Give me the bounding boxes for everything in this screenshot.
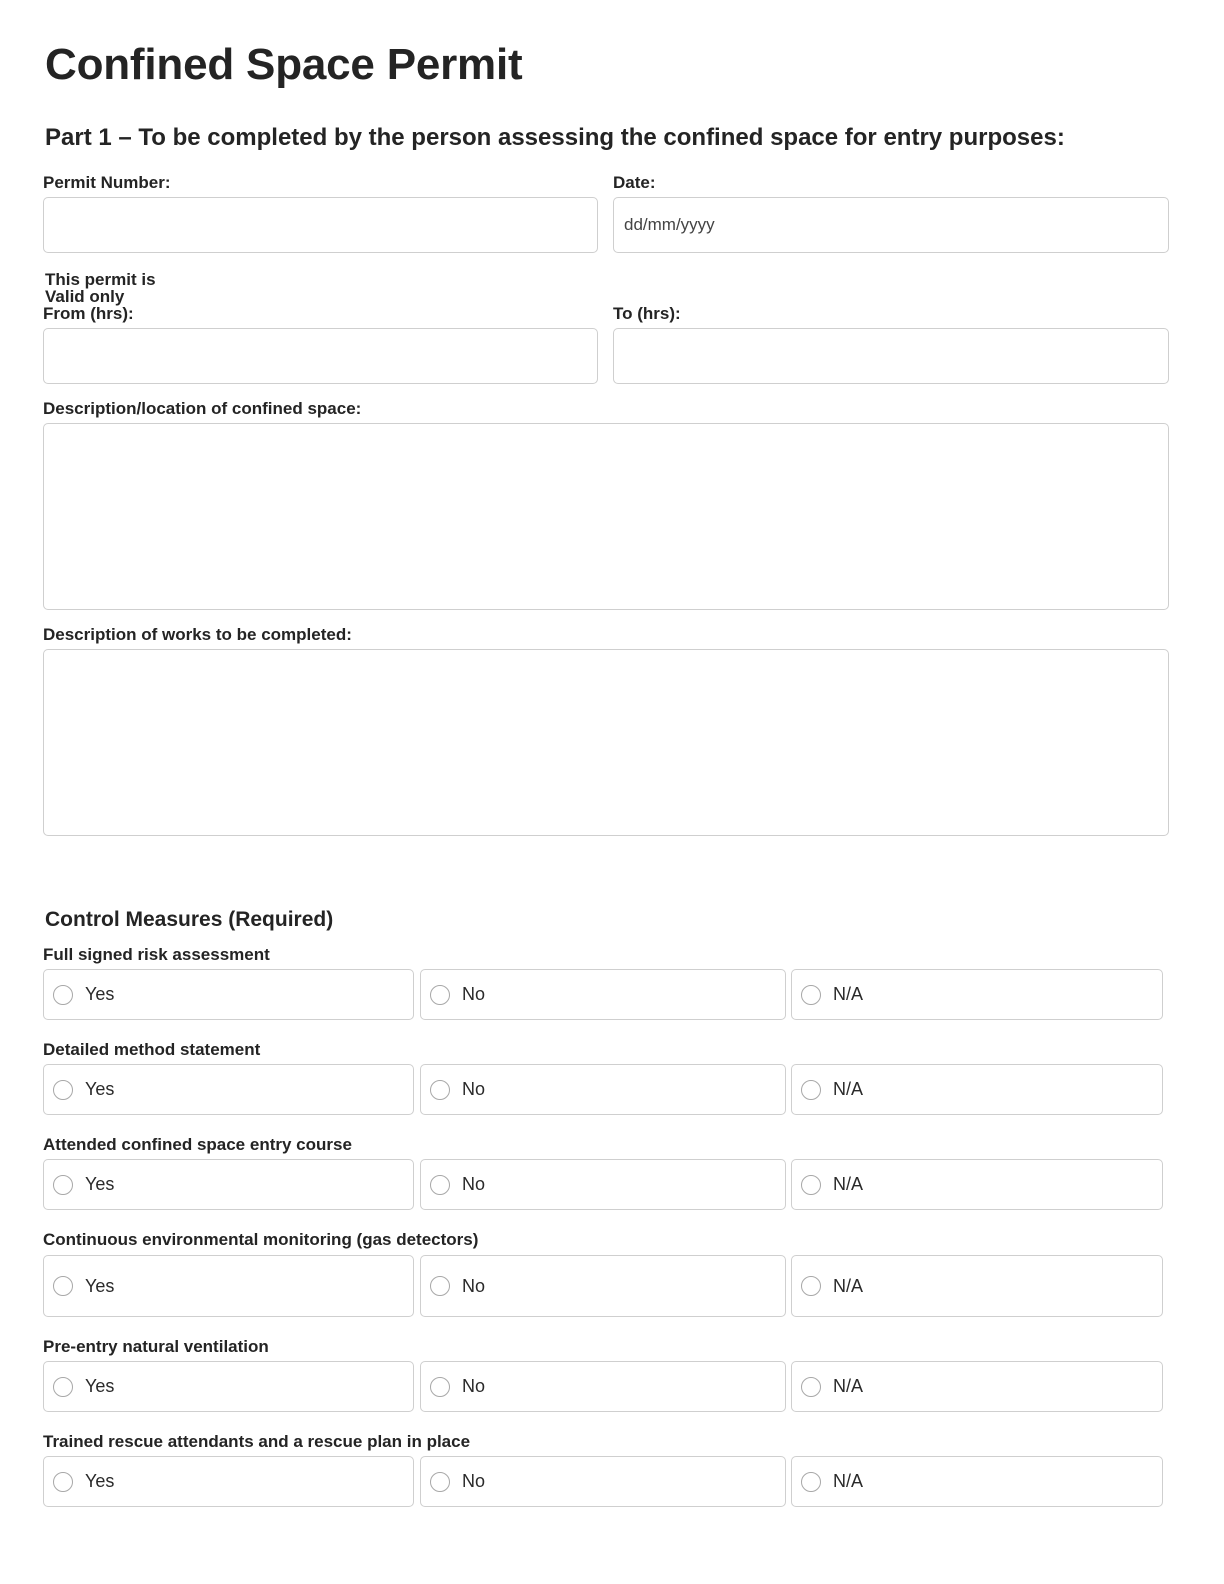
control-measure-label: Continuous environmental monitoring (gas detectors) [43,1230,479,1249]
option-no[interactable] [420,1255,786,1317]
radio-circle-icon[interactable] [801,985,821,1005]
radio-circle-icon[interactable] [53,1377,73,1397]
radio-circle-icon[interactable] [801,1276,821,1296]
validity-line2: Valid only [45,287,125,306]
option-na[interactable] [791,1361,1163,1412]
option-label: Yes [85,1174,115,1194]
option-label: No [462,984,486,1004]
radio-circle-icon[interactable] [53,1276,73,1296]
option-yes[interactable] [43,1159,414,1210]
option-label: No [462,1275,486,1296]
radio-circle-icon[interactable] [801,1175,821,1195]
radio-circle-icon[interactable] [430,1377,450,1397]
option-yes[interactable] [43,969,414,1020]
radio-circle-icon[interactable] [53,1080,73,1100]
option-label: Yes [85,1079,115,1099]
option-na[interactable] [791,1456,1163,1507]
from-hrs-label: From (hrs): [43,304,134,323]
radio-circle-icon[interactable] [801,1377,821,1397]
option-na[interactable] [791,1255,1163,1317]
option-no[interactable] [420,1159,786,1210]
radio-circle-icon[interactable] [53,985,73,1005]
option-yes[interactable] [43,1361,414,1412]
option-no[interactable] [420,969,786,1020]
radio-circle-icon[interactable] [430,1175,450,1195]
permit-number-label: Permit Number: [43,173,171,192]
radio-circle-icon[interactable] [430,1472,450,1492]
control-measure-label: Pre-entry natural ventilation [43,1337,269,1356]
control-measure-label: Detailed method statement [43,1040,261,1059]
from-hrs-input[interactable] [43,328,598,384]
radio-circle-icon[interactable] [801,1472,821,1492]
option-label: N/A [833,1275,864,1296]
radio-circle-icon[interactable] [53,1175,73,1195]
option-na[interactable] [791,1064,1163,1115]
option-na[interactable] [791,969,1163,1020]
option-label: Yes [85,1471,115,1491]
option-label: Yes [85,1376,115,1396]
option-label: No [462,1079,486,1099]
control-measure-label: Trained rescue attendants and a rescue plan in place [43,1432,471,1451]
radio-circle-icon[interactable] [801,1080,821,1100]
option-yes[interactable] [43,1064,414,1115]
option-label: N/A [833,1079,864,1099]
option-label: Yes [85,984,115,1004]
radio-circle-icon[interactable] [430,985,450,1005]
control-measure-label: Full signed risk assessment [43,945,270,964]
validity-line1: This permit is [45,270,156,289]
part1-heading: Part 1 – To be completed by the person assessing the confined space for entry purposes: [45,124,1065,151]
permit-number-input[interactable] [43,197,598,253]
to-hrs-label: To (hrs): [613,304,681,323]
date-label: Date: [613,173,656,192]
page-title: Confined Space Permit [45,40,523,89]
option-label: N/A [833,984,864,1004]
option-label: N/A [833,1174,864,1194]
option-label: Yes [85,1275,115,1296]
option-yes[interactable] [43,1255,414,1317]
option-label: No [462,1376,486,1396]
radio-circle-icon[interactable] [430,1080,450,1100]
radio-circle-icon[interactable] [53,1472,73,1492]
option-label: No [462,1471,486,1491]
to-hrs-input[interactable] [613,328,1169,384]
option-no[interactable] [420,1064,786,1115]
location-textarea[interactable] [43,423,1169,610]
works-label: Description of works to be completed: [43,625,352,644]
radio-circle-icon[interactable] [430,1276,450,1296]
option-no[interactable] [420,1456,786,1507]
option-na[interactable] [791,1159,1163,1210]
option-label: N/A [833,1471,864,1491]
works-textarea[interactable] [43,649,1169,836]
location-label: Description/location of confined space: [43,399,362,418]
option-yes[interactable] [43,1456,414,1507]
option-label: No [462,1174,486,1194]
control-measure-label: Attended confined space entry course [43,1135,352,1154]
control-measures-heading: Control Measures (Required) [45,908,334,931]
date-input[interactable] [613,197,1169,253]
option-no[interactable] [420,1361,786,1412]
option-label: N/A [833,1376,864,1396]
